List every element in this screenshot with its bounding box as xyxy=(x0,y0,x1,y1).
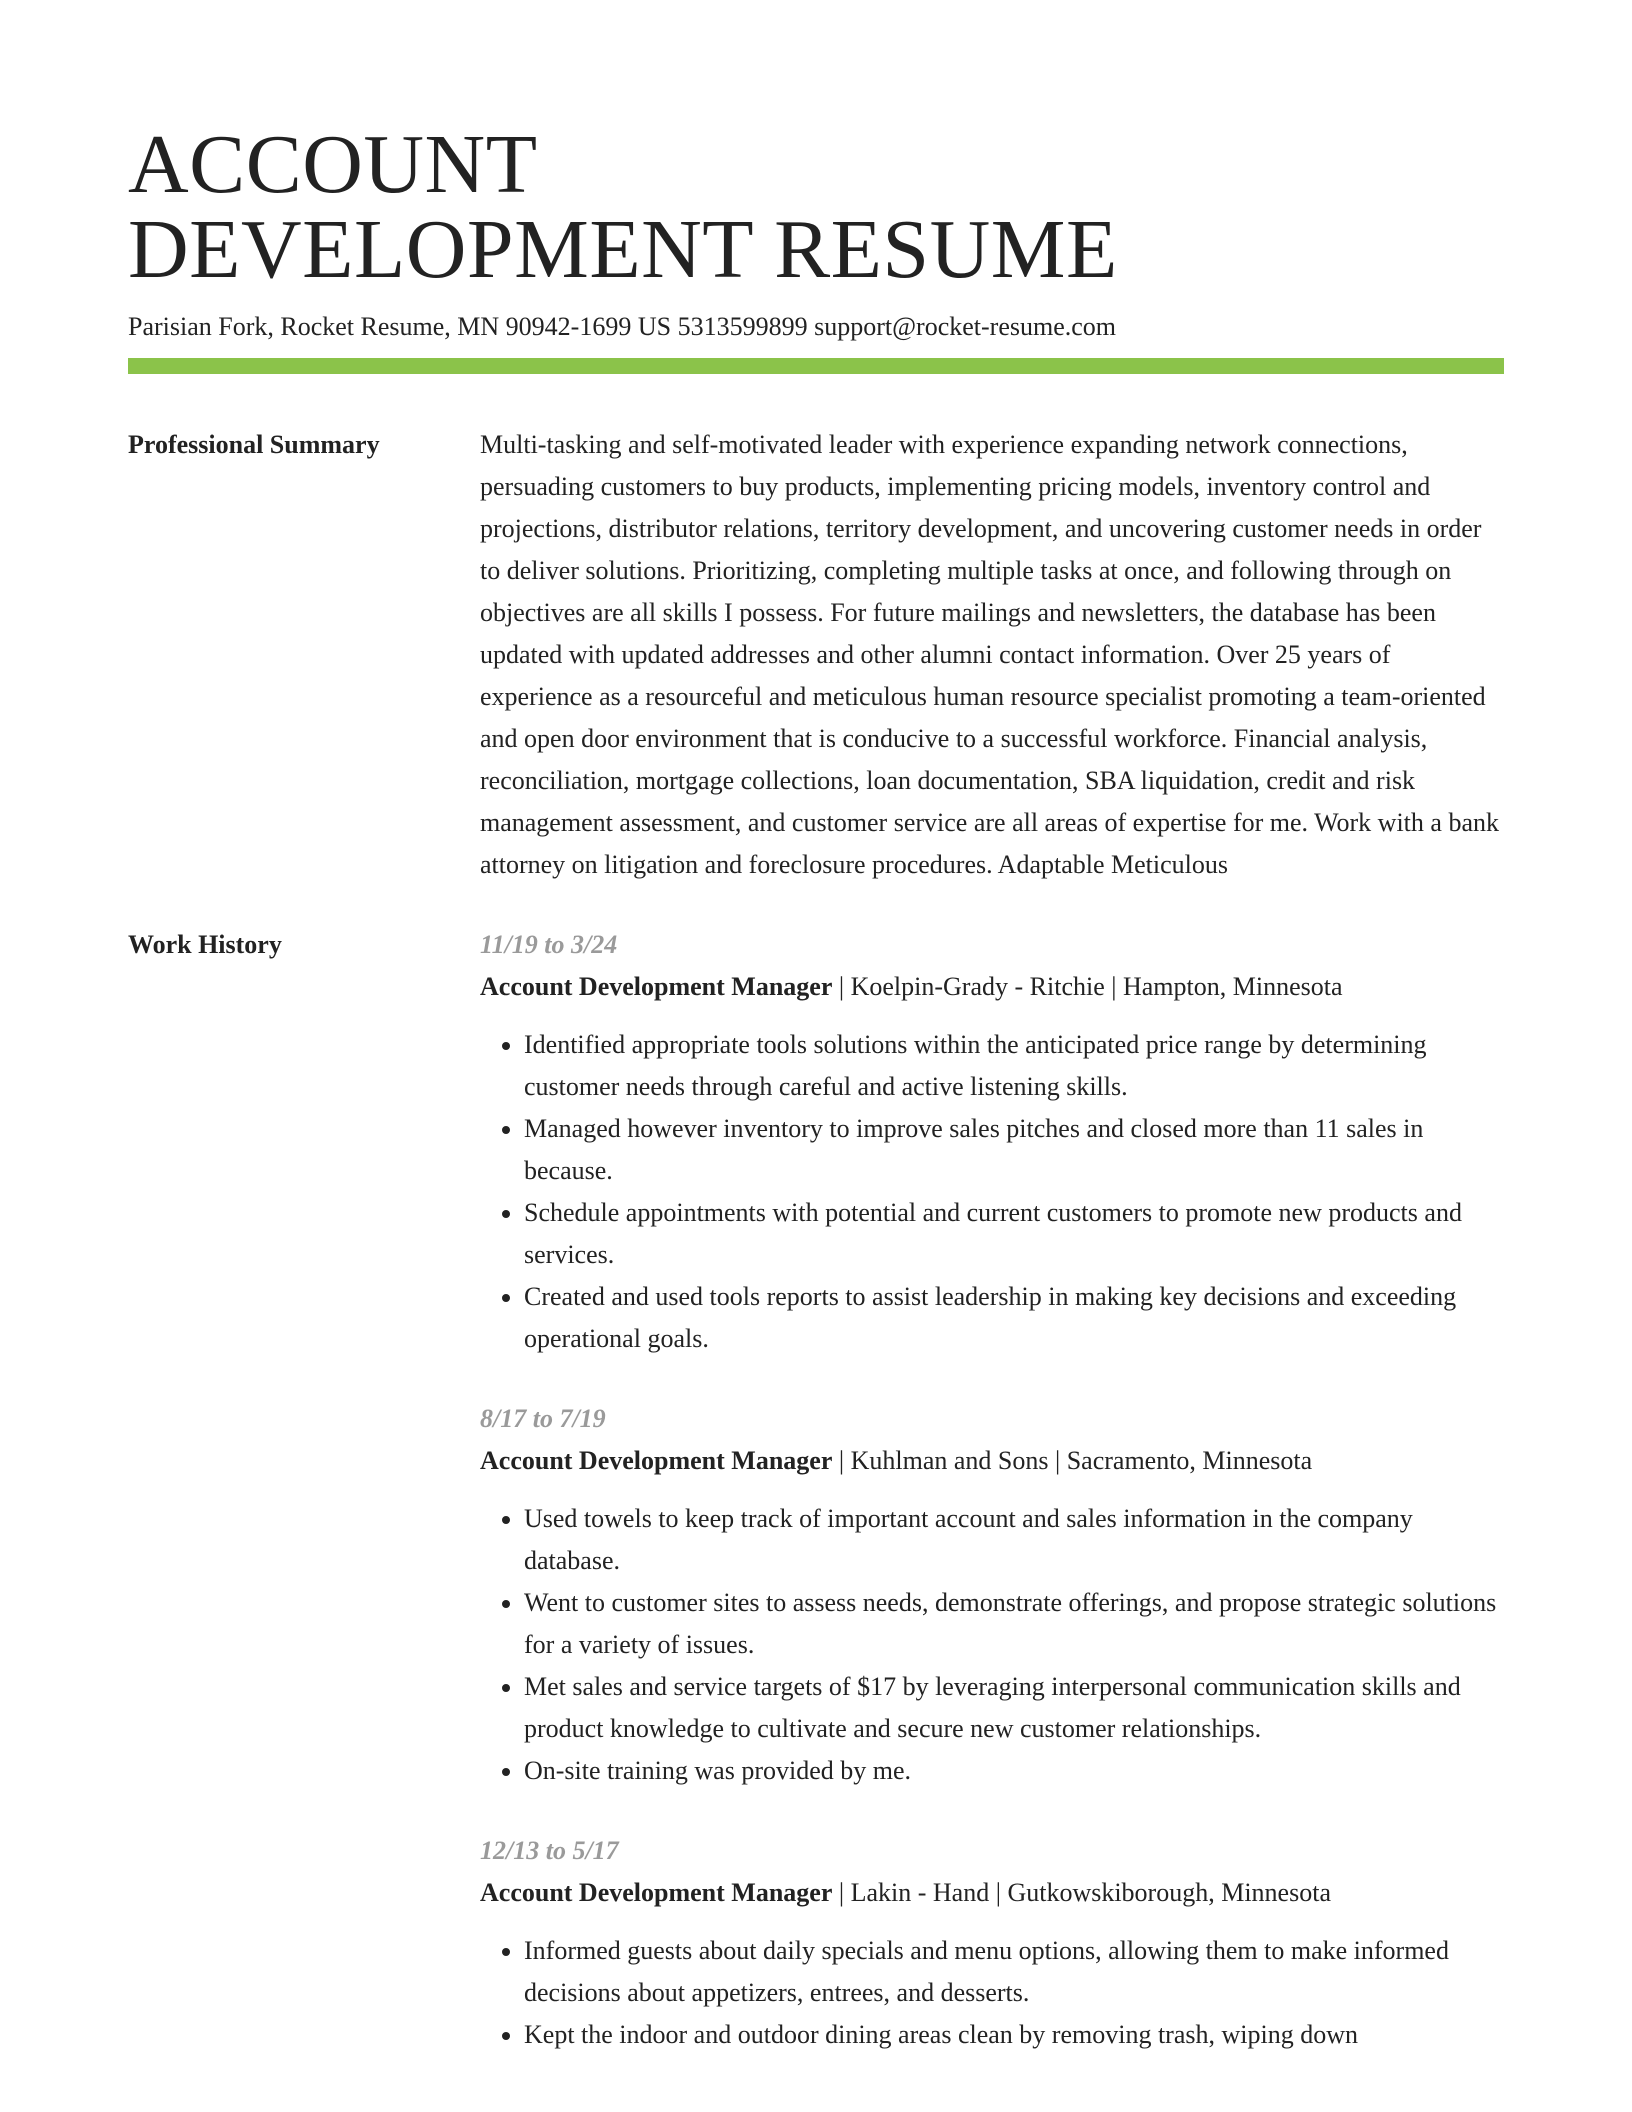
job-dates: 8/17 to 7/19 xyxy=(480,1404,606,1433)
job-bullet: • Kept the indoor and outdoor dining areas clean by removing trash, wiping down xyxy=(524,2014,1504,2056)
contact-phone: 5313599899 xyxy=(677,312,808,341)
job-title: Account Development Manager xyxy=(480,1878,833,1907)
job-title: Account Development Manager xyxy=(480,972,833,1001)
resume-title-line-1: ACCOUNT xyxy=(128,118,538,211)
job-bullet: • Went to customer sites to assess needs, demonstrate offerings, and propose strategic solutions for a variety of issues. xyxy=(524,1582,1504,1666)
work-history-heading: Work History xyxy=(128,930,282,959)
job-entry xyxy=(480,1830,1504,2056)
job-bullet-list xyxy=(480,1930,1504,2056)
job-location: Sacramento, Minnesota xyxy=(1066,1446,1313,1475)
contact-email: support@rocket-resume.com xyxy=(814,312,1117,341)
work-history-list xyxy=(480,924,1504,2094)
job-header-line: Account Development Manager | Lakin - Hand | Gutkowskiborough, Minnesota xyxy=(480,1878,1331,1907)
job-location: Gutkowskiborough, Minnesota xyxy=(1007,1878,1331,1907)
job-header-line: Account Development Manager | Koelpin-Grady - Ritchie | Hampton, Minnesota xyxy=(480,972,1343,1001)
job-company: Kuhlman and Sons xyxy=(850,1446,1049,1475)
job-bullet-list xyxy=(480,1024,1504,1360)
work-history-section xyxy=(128,924,1504,2094)
job-bullet: • Used towels to keep track of important account and sales information in the company database. xyxy=(524,1498,1504,1582)
job-bullet: • Identified appropriate tools solutions within the anticipated price range by determining customer needs through careful and active listening skills. xyxy=(524,1024,1504,1108)
job-bullet: • Schedule appointments with potential and current customers to promote new products and services. xyxy=(524,1192,1504,1276)
job-bullet: • Created and used tools reports to assist leadership in making key decisions and exceeding operational goals. xyxy=(524,1276,1504,1360)
job-bullet-list xyxy=(480,1498,1504,1792)
job-bullet: • Informed guests about daily specials and menu options, allowing them to make informed decisions about appetizers, entrees, and desserts. xyxy=(524,1930,1504,2014)
job-bullet: • Met sales and service targets of $17 by leveraging interpersonal communication skills and product knowledge to cultivate and secure new customer relationships. xyxy=(524,1666,1504,1750)
summary-text: Multi-tasking and self-motivated leader with experience expanding network connections, persuading customers to buy products, implementing pricing models, inventory control and projections, distributor relations, territory development, and uncovering customer needs in order to deliver solutions. Prioritizing, completing multiple tasks at once, and following through on objectives are all skills I possess. For future mailings and newsletters, the database has been updated with updated addresses and other alumni contact information. Over 25 years of experience as a resourceful and meticulous human resource specialist promoting a team-oriented and open door environment that is conducive to a successful workforce. Financial analysis, reconciliation, mortgage collections, loan documentation, SBA liquidation, credit and risk management assessment, and customer service are all areas of expertise for me. Work with a bank attorney on litigation and foreclosure procedures. Adaptable Meticulous xyxy=(480,430,1499,879)
job-dates: 11/19 to 3/24 xyxy=(480,930,618,959)
job-bullet: • Managed however inventory to improve sales pitches and closed more than 11 sales in because. xyxy=(524,1108,1504,1192)
job-entry xyxy=(480,924,1504,1360)
job-bullet: • On-site training was provided by me. xyxy=(524,1750,1504,1792)
summary-section xyxy=(128,424,1504,886)
job-location: Hampton, Minnesota xyxy=(1122,972,1343,1001)
resume-title-line-2: DEVELOPMENT RESUME xyxy=(128,203,1118,296)
job-entry xyxy=(480,1398,1504,1792)
contact-address: Parisian Fork, Rocket Resume, MN 90942-1699 US xyxy=(128,312,672,341)
job-title: Account Development Manager xyxy=(480,1446,833,1475)
header-divider xyxy=(128,358,1504,374)
job-company: Koelpin-Grady - Ritchie xyxy=(850,972,1105,1001)
job-dates: 12/13 to 5/17 xyxy=(480,1836,619,1865)
resume-page xyxy=(128,118,1504,2094)
job-header-line: Account Development Manager | Kuhlman and Sons | Sacramento, Minnesota xyxy=(480,1446,1313,1475)
resume-title xyxy=(128,118,1504,296)
job-company: Lakin - Hand xyxy=(850,1878,990,1907)
summary-heading: Professional Summary xyxy=(128,430,380,459)
contact-line xyxy=(128,310,1504,344)
